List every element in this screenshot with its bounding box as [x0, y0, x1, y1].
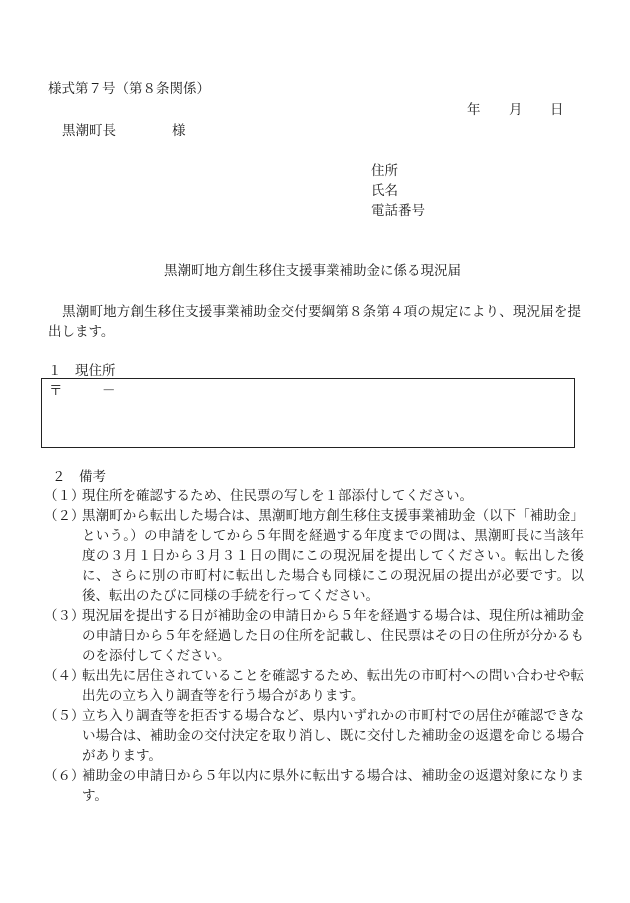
applicant-address-label: 住所	[371, 163, 398, 179]
applicant-name-label: 氏名	[371, 183, 398, 199]
document-body	[48, 302, 581, 342]
section1-heading: １ 現住所	[48, 363, 116, 379]
addressee: 黒潮町長	[62, 123, 116, 139]
note-item	[44, 506, 584, 606]
note-number: （５）	[44, 708, 85, 724]
note-number: （６）	[44, 768, 85, 784]
document-body-text: 黒潮町地方創生移住支援事業補助金交付要綱第８条第４項の規定により、現況届を提出します。	[48, 304, 581, 340]
postal-mark: 〒	[49, 383, 63, 399]
date-day-label: 日	[550, 102, 564, 118]
note-text: 立ち入り調査等を拒否する場合など、県内いずれかの市町村での居住が確認できない場合は、補助金の交付決定を取り消し、既に交付した補助金の返還を命じる場合があります。	[82, 708, 584, 764]
applicant-phone-label: 電話番号	[371, 203, 425, 219]
note-number: （３）	[44, 608, 85, 624]
date-month-label: 月	[509, 102, 523, 118]
note-item	[44, 766, 584, 806]
note-item	[44, 606, 584, 666]
note-item	[44, 706, 584, 766]
note-item	[44, 486, 584, 506]
note-number: （２）	[44, 508, 85, 524]
note-text: 黒潮町から転出した場合は、黒潮町地方創生移住支援事業補助金（以下「補助金」という。）の申請をしてから５年間を経過する年度までの間は、黒潮町長に当該年度の３月１日から３月３１日の間にこの現況届を提出してください。転出した後に、さらに別の市町村に転出した場合も同様にこの現況届の提出が必要です。以後、転出のたびに同様の手続を行ってください。	[82, 508, 584, 604]
date-year-label: 年	[467, 102, 481, 118]
postal-dash: －	[102, 383, 116, 399]
form-number: 様式第７号（第８条関係）	[48, 81, 210, 97]
note-text: 補助金の申請日から５年以内に県外に転出する場合は、補助金の返還対象になります。	[82, 768, 584, 804]
current-address-box[interactable]	[41, 378, 575, 448]
note-item	[44, 666, 584, 706]
note-text: 現住所を確認するため、住民票の写しを１部添付してください。	[82, 488, 473, 504]
addressee-honorific: 様	[172, 123, 186, 139]
note-number: （１）	[44, 488, 85, 504]
note-text: 転出先に居住されていることを確認するため、転出先の市町村への問い合わせや転出先の立ち入り調査等を行う場合があります。	[82, 668, 584, 704]
document-title: 黒潮町地方創生移住支援事業補助金に係る現況届	[164, 263, 461, 279]
note-text: 現況届を提出する日が補助金の申請日から５年を経過する場合は、現住所は補助金の申請日から５年を経過した日の住所を記載し、住民票はその日の住所が分かるものを添付してください。	[82, 608, 584, 664]
notes-list	[44, 486, 584, 806]
note-number: （４）	[44, 668, 85, 684]
section2-heading: ２ 備考	[52, 469, 106, 485]
